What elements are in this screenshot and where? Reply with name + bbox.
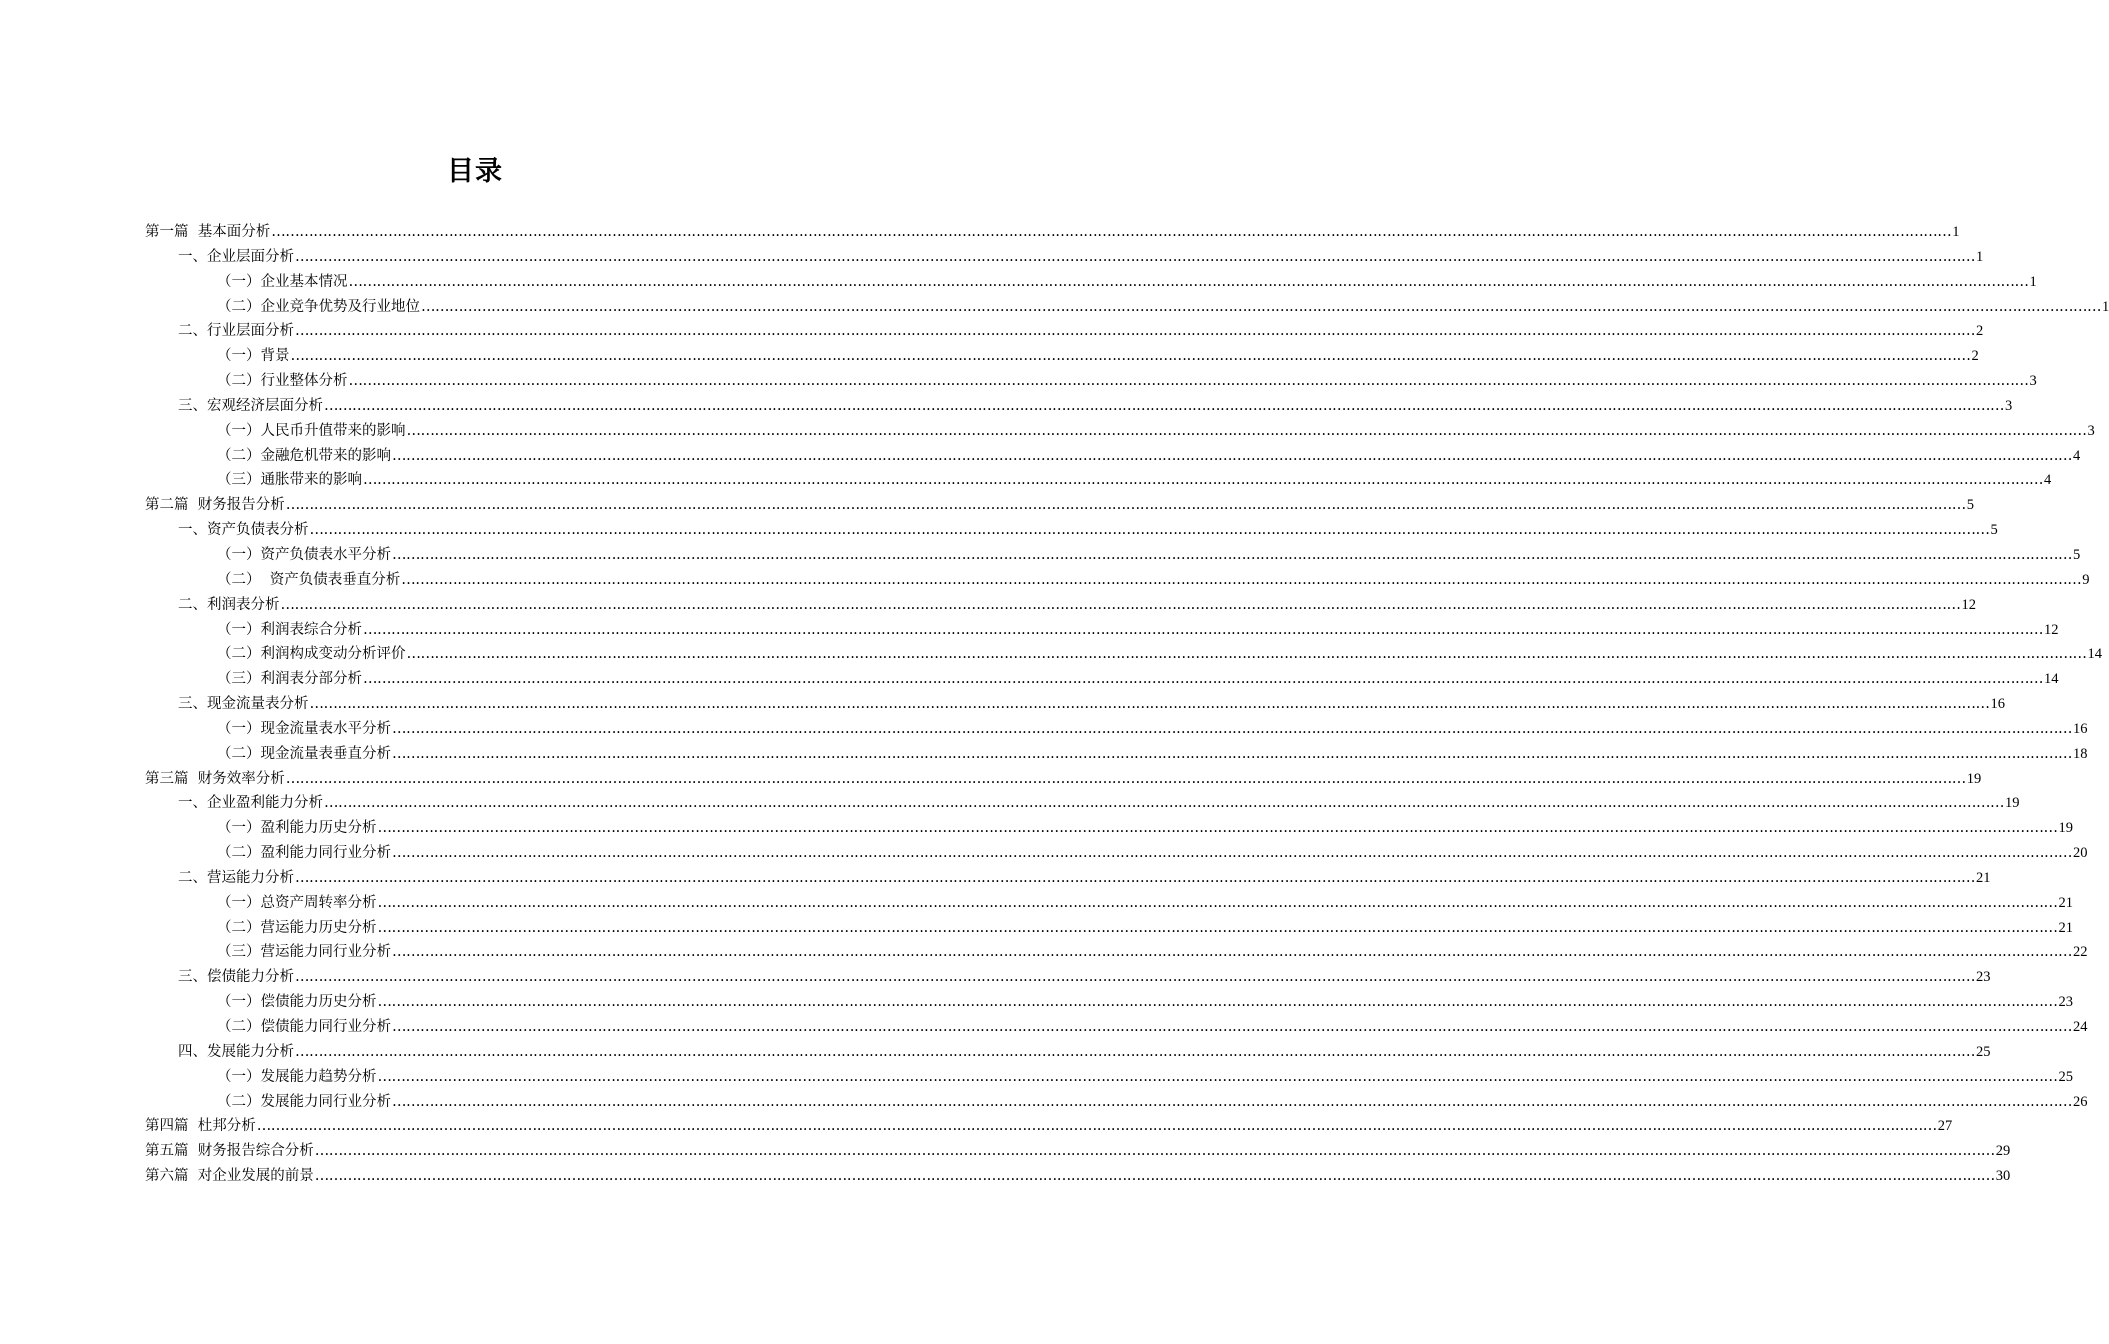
toc-entry-page-number: 14 xyxy=(2044,671,2059,688)
toc-dot-leader: ……………………………………………………………………………………………………………………………………………………………………………………………………………………………………………………………………………………………………………………………… xyxy=(285,497,1966,514)
toc-entry[interactable] xyxy=(145,990,2073,1015)
toc-dot-leader: ……………………………………………………………………………………………………………………………………………………………………………………………………………………………………………………………………………………………………………………………… xyxy=(348,373,2029,390)
toc-entry-page-number: 5 xyxy=(2073,546,2081,563)
toc-entry[interactable] xyxy=(145,295,2109,320)
toc-entry[interactable] xyxy=(145,344,1979,369)
toc-entry-page-number: 23 xyxy=(1976,969,1991,986)
toc-entry-page-number: 18 xyxy=(2073,745,2088,762)
toc-entry-page-number: 12 xyxy=(1961,596,1976,613)
toc-dot-leader: ……………………………………………………………………………………………………………………………………………………………………………………………………………………………………………………………………………………………………………………………… xyxy=(377,820,2058,837)
toc-dot-leader: ……………………………………………………………………………………………………………………………………………………………………………………………………………………………………………………………………………………………………………………………… xyxy=(392,944,2072,961)
toc-dot-leader: ……………………………………………………………………………………………………………………………………………………………………………………………………………………………………………………………………………………………………………………………… xyxy=(392,447,2072,464)
toc-entry[interactable] xyxy=(145,618,2059,643)
toc-entry[interactable] xyxy=(145,767,1982,792)
toc-entry[interactable] xyxy=(145,816,2073,841)
toc-entry-label: 第五篇 财务报告综合分析 xyxy=(145,1143,314,1160)
toc-dot-leader: ……………………………………………………………………………………………………………………………………………………………………………………………………………………………………………………………………………………………………………………………… xyxy=(392,546,2072,563)
toc-entry-label: 二、行业层面分析 xyxy=(178,323,294,340)
toc-entry-label: （二）企业竞争优势及行业地位 xyxy=(217,298,420,315)
toc-entry-page-number: 1 xyxy=(1952,224,1960,240)
toc-entry-label: 一、企业层面分析 xyxy=(178,248,294,265)
toc-entry-page-number: 2 xyxy=(1976,323,1984,340)
toc-dot-leader: ……………………………………………………………………………………………………………………………………………………………………………………………………………………………………………………………………………………………………………………………… xyxy=(392,745,2072,762)
toc-entry-page-number: 19 xyxy=(2058,820,2073,837)
toc-entry-page-number: 27 xyxy=(1937,1118,1953,1135)
toc-dot-leader: ……………………………………………………………………………………………………………………………………………………………………………………………………………………………………………………………………………………………………………………………… xyxy=(377,919,2058,936)
toc-entry-label: 第六篇 对企业发展的前景 xyxy=(145,1168,314,1185)
toc-dot-leader: ……………………………………………………………………………………………………………………………………………………………………………………………………………………………………………………………………………………………………………………………… xyxy=(392,1093,2072,1110)
toc-entry[interactable] xyxy=(145,1015,2088,1040)
toc-dot-leader: ……………………………………………………………………………………………………………………………………………………………………………………………………………………………………………………………………………………………………………………………… xyxy=(377,894,2058,911)
toc-entry-label: （一）发展能力趋势分析 xyxy=(217,1068,377,1085)
toc-entry[interactable] xyxy=(145,493,1974,518)
toc-entry-label: （二）发展能力同行业分析 xyxy=(217,1093,391,1110)
toc-entry-label: 二、利润表分析 xyxy=(178,596,280,613)
toc-entry-page-number: 21 xyxy=(1976,869,1991,886)
toc-entry[interactable] xyxy=(145,866,1991,891)
toc-entry-label: 一、企业盈利能力分析 xyxy=(178,795,323,812)
toc-entry-label: （三）通胀带来的影响 xyxy=(217,472,362,489)
toc-entry-page-number: 30 xyxy=(1995,1168,2011,1185)
toc-dot-leader: ……………………………………………………………………………………………………………………………………………………………………………………………………………………………………………………………………………………………………………………………… xyxy=(348,273,2029,290)
toc-entry-label: （二）金融危机带来的影响 xyxy=(217,447,391,464)
toc-entry-label: 第四篇 杜邦分析 xyxy=(145,1118,256,1135)
toc-entry[interactable] xyxy=(145,916,2073,941)
toc-entry[interactable] xyxy=(145,220,1960,245)
toc-dot-leader: ……………………………………………………………………………………………………………………………………………………………………………………………………………………………………………………………………………………………………………………………… xyxy=(406,422,2087,439)
toc-entry-label: 第一篇 基本面分析 xyxy=(145,224,271,240)
toc-entry[interactable] xyxy=(145,518,1998,543)
toc-entry[interactable] xyxy=(145,468,2052,493)
toc-entry[interactable] xyxy=(145,667,2059,692)
toc-entry-label: （一）利润表综合分析 xyxy=(217,621,362,638)
toc-entry-page-number: 14 xyxy=(2087,646,2102,663)
toc-dot-leader: ……………………………………………………………………………………………………………………………………………………………………………………………………………………………………………………………………………………………………………………………… xyxy=(392,1019,2072,1035)
toc-dot-leader: ……………………………………………………………………………………………………………………………………………………………………………………………………………………………………………………………………………………………………………………………… xyxy=(256,1118,1937,1135)
toc-entry-label: （二）现金流量表垂直分析 xyxy=(217,745,391,762)
toc-entry[interactable] xyxy=(145,642,2102,667)
toc-entry[interactable] xyxy=(145,1164,2011,1189)
toc-entry[interactable] xyxy=(145,1090,2088,1115)
toc-entry-page-number: 23 xyxy=(2058,994,2073,1011)
toc-entry-label: 三、现金流量表分析 xyxy=(178,696,309,713)
toc-entry-page-number: 24 xyxy=(2073,1019,2088,1035)
toc-entry-label: （二）偿债能力同行业分析 xyxy=(217,1019,391,1035)
toc-entry[interactable] xyxy=(145,742,2088,767)
toc-entry[interactable] xyxy=(145,965,1991,990)
toc-entry-page-number: 29 xyxy=(1995,1143,2011,1160)
toc-entry-page-number: 1 xyxy=(1976,248,1984,265)
toc-entry-label: （三）利润表分部分析 xyxy=(217,671,362,688)
toc-entry-label: （一）企业基本情况 xyxy=(217,273,348,290)
toc-entry[interactable] xyxy=(145,543,2081,568)
toc-entry-page-number: 22 xyxy=(2073,944,2088,961)
toc-entry[interactable] xyxy=(145,841,2088,866)
toc-entry-label: （一）背景 xyxy=(217,348,290,365)
toc-entry-page-number: 3 xyxy=(2087,422,2095,439)
toc-dot-leader: ……………………………………………………………………………………………………………………………………………………………………………………………………………………………………………………………………………………………………………………………… xyxy=(290,348,1971,365)
toc-dot-leader: ……………………………………………………………………………………………………………………………………………………………………………………………………………………………………………………………………………………………………………………………… xyxy=(285,770,1966,787)
toc-entry-page-number: 26 xyxy=(2073,1093,2088,1110)
toc-entry-page-number: 4 xyxy=(2044,472,2052,489)
toc-entry-page-number: 25 xyxy=(1976,1043,1991,1060)
toc-dot-leader: ……………………………………………………………………………………………………………………………………………………………………………………………………………………………………………………………………………………………………………………………… xyxy=(295,969,1975,986)
toc-entry-page-number: 1 xyxy=(2102,298,2109,315)
toc-entry-label: 第二篇 财务报告分析 xyxy=(145,497,285,514)
toc-entry[interactable] xyxy=(145,319,1984,344)
toc-entry-label: 四、发展能力分析 xyxy=(178,1043,294,1060)
toc-entry-label: 三、偿债能力分析 xyxy=(178,969,294,986)
toc-entry[interactable] xyxy=(145,369,2037,394)
toc-entry-label: （一）人民币升值带来的影响 xyxy=(217,422,406,439)
toc-entry[interactable] xyxy=(145,692,2005,717)
toc-entry-label: 二、营运能力分析 xyxy=(178,869,294,886)
toc-entry[interactable] xyxy=(145,419,2095,444)
toc-dot-leader: ……………………………………………………………………………………………………………………………………………………………………………………………………………………………………………………………………………………………………………………………… xyxy=(324,795,2004,812)
toc-entry[interactable] xyxy=(145,270,2037,295)
toc-entry[interactable] xyxy=(145,1139,2011,1164)
toc-entry[interactable] xyxy=(145,444,2081,469)
toc-entry[interactable] xyxy=(145,1040,1991,1065)
toc-entry-label: （二）营运能力历史分析 xyxy=(217,919,377,936)
toc-entry-label: （二）行业整体分析 xyxy=(217,373,348,390)
toc-entry[interactable] xyxy=(145,791,2020,816)
toc-entry[interactable] xyxy=(145,245,1984,270)
toc-entry-page-number: 25 xyxy=(2058,1068,2073,1085)
toc-dot-leader: ……………………………………………………………………………………………………………………………………………………………………………………………………………………………………………………………………………………………………………………………… xyxy=(401,571,2082,588)
toc-entry-page-number: 5 xyxy=(1990,522,1998,539)
toc-entry-label: （一）资产负债表水平分析 xyxy=(217,546,391,563)
toc-entry-label: （三）营运能力同行业分析 xyxy=(217,944,391,961)
toc-dot-leader: ……………………………………………………………………………………………………………………………………………………………………………………………………………………………………………………………………………………………………………………………… xyxy=(324,397,2004,414)
toc-entry-page-number: 20 xyxy=(2073,845,2088,862)
toc-entry-page-number: 21 xyxy=(2058,919,2073,936)
toc-entry[interactable] xyxy=(145,940,2088,965)
toc-entry-page-number: 16 xyxy=(1990,696,2005,713)
toc-entry-page-number: 12 xyxy=(2044,621,2059,638)
toc-entry-page-number: 3 xyxy=(2005,397,2013,414)
toc-dot-leader: ……………………………………………………………………………………………………………………………………………………………………………………………………………………………………………………………………………………………………………………………… xyxy=(363,472,2043,489)
toc-entry-page-number: 1 xyxy=(2029,273,2037,290)
toc-entry-page-number: 2 xyxy=(1971,348,1979,365)
toc-entry-page-number: 16 xyxy=(2073,720,2088,737)
table-of-contents xyxy=(145,220,2109,1189)
toc-dot-leader: ……………………………………………………………………………………………………………………………………………………………………………………………………………………………………………………………………………………………………………………………… xyxy=(377,1068,2058,1085)
toc-entry-page-number: 5 xyxy=(1966,497,1974,514)
toc-entry[interactable] xyxy=(145,717,2088,742)
toc-dot-leader: ……………………………………………………………………………………………………………………………………………………………………………………………………………………………………………………………………………………………………………………………… xyxy=(309,522,1990,539)
toc-entry-label: 第三篇 财务效率分析 xyxy=(145,770,285,787)
toc-dot-leader: ……………………………………………………………………………………………………………………………………………………………………………………………………………………………………………………………………………………………………………………………… xyxy=(295,323,1975,340)
toc-entry[interactable] xyxy=(145,1065,2073,1090)
toc-dot-leader: ……………………………………………………………………………………………………………………………………………………………………………………………………………………………………………………………………………………………………………………………… xyxy=(406,646,2087,663)
toc-dot-leader: ……………………………………………………………………………………………………………………………………………………………………………………………………………………………………………………………………………………………………………………………… xyxy=(295,248,1975,265)
toc-entry-page-number: 3 xyxy=(2029,373,2037,390)
toc-entry-label: （一）现金流量表水平分析 xyxy=(217,720,391,737)
toc-entry[interactable] xyxy=(145,593,1976,618)
toc-entry-label: 一、资产负债表分析 xyxy=(178,522,309,539)
toc-entry-label: （一）总资产周转率分析 xyxy=(217,894,377,911)
toc-entry-label: （二）利润构成变动分析评价 xyxy=(217,646,406,663)
toc-dot-leader: ……………………………………………………………………………………………………………………………………………………………………………………………………………………………………………………………………………………………………………………………… xyxy=(421,298,2101,315)
toc-entry-label: （一）偿债能力历史分析 xyxy=(217,994,377,1011)
toc-dot-leader: ……………………………………………………………………………………………………………………………………………………………………………………………………………………………………………………………………………………………………………………………… xyxy=(363,621,2043,638)
toc-entry[interactable] xyxy=(145,568,2090,593)
toc-entry-page-number: 21 xyxy=(2058,894,2073,911)
toc-dot-leader: ……………………………………………………………………………………………………………………………………………………………………………………………………………………………………………………………………………………………………………………………… xyxy=(280,596,1961,613)
toc-entry-label: （二） 资产负债表垂直分析 xyxy=(217,571,401,588)
toc-entry-label: 三、宏观经济层面分析 xyxy=(178,397,323,414)
toc-dot-leader: ……………………………………………………………………………………………………………………………………………………………………………………………………………………………………………………………………………………………………………………………… xyxy=(314,1143,1995,1160)
toc-dot-leader: ……………………………………………………………………………………………………………………………………………………………………………………………………………………………………………………………………………………………………………………………… xyxy=(314,1168,1995,1185)
toc-entry[interactable] xyxy=(145,1114,1953,1139)
toc-dot-leader: ……………………………………………………………………………………………………………………………………………………………………………………………………………………………………………………………………………………………………………………………… xyxy=(309,696,1990,713)
toc-dot-leader: ……………………………………………………………………………………………………………………………………………………………………………………………………………………………………………………………………………………………………………………………… xyxy=(295,869,1975,886)
toc-entry-label: （一）盈利能力历史分析 xyxy=(217,820,377,837)
toc-entry-page-number: 19 xyxy=(2005,795,2020,812)
toc-dot-leader: ……………………………………………………………………………………………………………………………………………………………………………………………………………………………………………………………………………………………………………………………… xyxy=(392,720,2072,737)
toc-entry-page-number: 4 xyxy=(2073,447,2081,464)
toc-entry-page-number: 9 xyxy=(2082,571,2090,588)
page-title: 目录 xyxy=(447,156,503,187)
toc-dot-leader: ……………………………………………………………………………………………………………………………………………………………………………………………………………………………………………………………………………………………………………………………… xyxy=(377,994,2058,1011)
toc-dot-leader: ……………………………………………………………………………………………………………………………………………………………………………………………………………………………………………………………………………………………………………………………… xyxy=(363,671,2043,688)
toc-dot-leader: ……………………………………………………………………………………………………………………………………………………………………………………………………………………………………………………………………………………………………………………………… xyxy=(271,224,1952,240)
toc-dot-leader: ……………………………………………………………………………………………………………………………………………………………………………………………………………………………………………………………………………………………………………………………… xyxy=(392,845,2072,862)
toc-entry-label: （二）盈利能力同行业分析 xyxy=(217,845,391,862)
toc-entry[interactable] xyxy=(145,394,2013,419)
toc-dot-leader: ……………………………………………………………………………………………………………………………………………………………………………………………………………………………………………………………………………………………………………………………… xyxy=(295,1043,1975,1060)
toc-entry-page-number: 19 xyxy=(1966,770,1982,787)
toc-entry[interactable] xyxy=(145,891,2073,916)
